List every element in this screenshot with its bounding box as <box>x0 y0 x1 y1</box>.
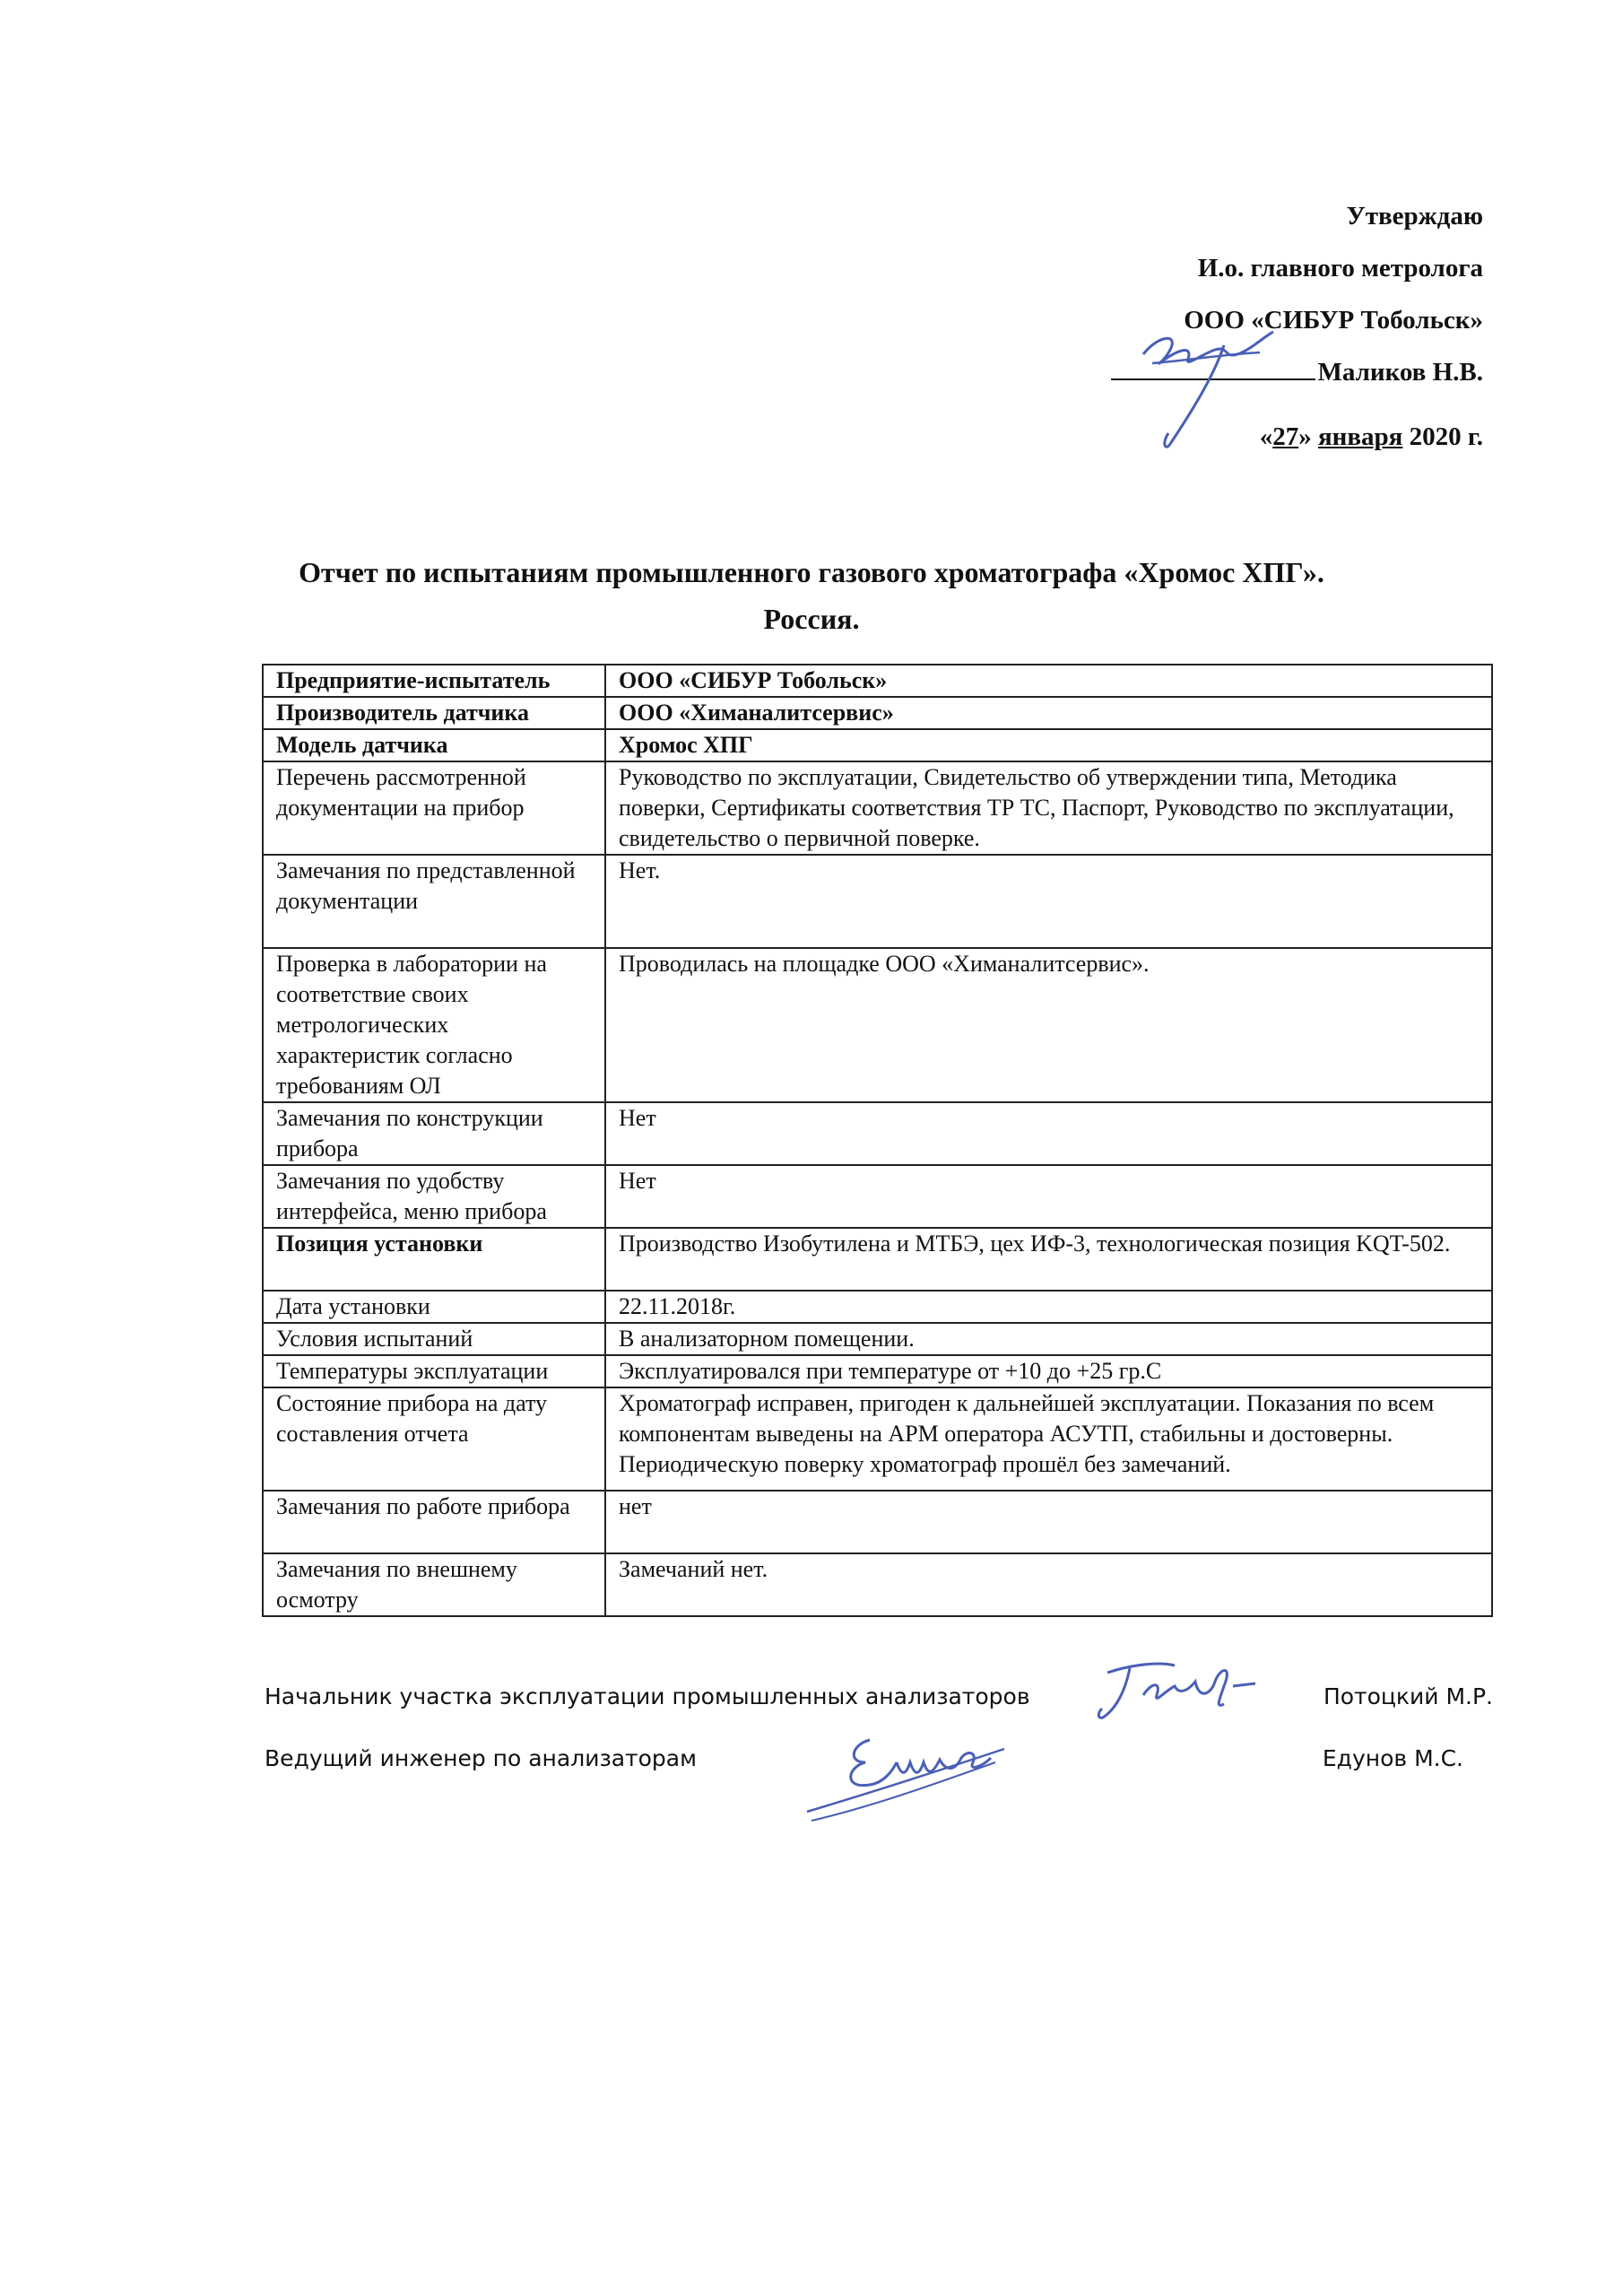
table-row <box>263 1165 1492 1228</box>
approval-heading: Утверждаю <box>1346 202 1483 230</box>
row-value: Нет. <box>605 855 1492 948</box>
row-value: В анализаторном помещении. <box>605 1323 1492 1355</box>
row-label: Дата установки <box>263 1291 605 1323</box>
report-title-line1: Отчет по испытаниям промышленного газового хроматографа «Хромос ХПГ». <box>299 556 1324 588</box>
row-label: Перечень рассмотренной документации на прибор <box>263 761 605 855</box>
footer-role-1: Начальник участка эксплуатации промышленных анализаторов <box>265 1683 1030 1709</box>
approval-organization: ООО «СИБУР Тобольск» <box>1184 306 1483 335</box>
row-value: Замечаний нет. <box>605 1553 1492 1616</box>
table-row <box>263 761 1492 855</box>
footer-role-2: Ведущий инженер по анализаторам <box>265 1745 697 1771</box>
table-row <box>263 697 1492 729</box>
row-value: Хроматограф исправен, пригоден к дальнейшей эксплуатации. Показания по всем компонентам выведены на АРМ оператора АСУТП, стабильны и достоверны. Периодическую поверку хроматограф прошёл без замечаний. <box>605 1387 1492 1491</box>
signatory-2-signature <box>798 1722 1013 1830</box>
row-value: Руководство по эксплуатации, Свидетельство об утверждении типа, Методика поверки, Сертификаты соответствия ТР ТС, Паспорт, Руководство по эксплуатации, свидетельство о первичной поверке. <box>605 761 1492 855</box>
signatory-1-signature <box>1089 1655 1260 1726</box>
table-row <box>263 1323 1492 1355</box>
row-label: Замечания по внешнему осмотру <box>263 1553 605 1616</box>
row-label: Модель датчика <box>263 729 605 761</box>
row-value: Нет <box>605 1102 1492 1165</box>
table-row <box>263 1291 1492 1323</box>
row-value: ООО «СИБУР Тобольск» <box>605 665 1492 697</box>
date-month: января <box>1317 422 1403 451</box>
footer-name-1: Потоцкий М.Р. <box>1323 1683 1493 1709</box>
row-label: Производитель датчика <box>263 697 605 729</box>
date-year: 2020 г. <box>1402 422 1483 451</box>
row-label: Замечания по работе прибора <box>263 1491 605 1553</box>
row-label: Состояние прибора на дату составления отчета <box>263 1387 605 1491</box>
row-label: Замечания по удобству интерфейса, меню прибора <box>263 1165 605 1228</box>
table-row <box>263 1355 1492 1387</box>
row-label: Проверка в лаборатории на соответствие своих метрологических характеристик согласно требованиям ОЛ <box>263 948 605 1102</box>
approval-signer-name: Маликов Н.В. <box>1317 358 1483 387</box>
footer-signatory-1 <box>265 1683 1493 1709</box>
row-label: Температуры эксплуатации <box>263 1355 605 1387</box>
row-value: 22.11.2018г. <box>605 1291 1492 1323</box>
row-label: Условия испытаний <box>263 1323 605 1355</box>
row-value: ООО «Химаналитсервис» <box>605 697 1492 729</box>
table-row <box>263 1228 1492 1291</box>
row-value: Эксплуатировался при температуре от +10 до +25 гр.С <box>605 1355 1492 1387</box>
approver-signature <box>1116 318 1287 453</box>
table-row <box>263 855 1492 948</box>
row-value: Проводилась на площадке ООО «Химаналитсервис». <box>605 948 1492 1102</box>
table-row <box>263 729 1492 761</box>
table-row <box>263 948 1492 1102</box>
row-value: Производство Изобутилена и МТБЭ, цех ИФ-3, технологическая позиция KQT-502. <box>605 1228 1492 1291</box>
approval-position: И.о. главного метролога <box>1197 254 1483 283</box>
row-value: Хромос ХПГ <box>605 729 1492 761</box>
row-label: Замечания по конструкции прибора <box>263 1102 605 1165</box>
table-row <box>263 1491 1492 1553</box>
report-title-line2: Россия. <box>763 603 860 635</box>
row-value: нет <box>605 1491 1492 1553</box>
footer-name-2: Едунов М.С. <box>1322 1745 1463 1771</box>
row-label: Предприятие-испытатель <box>263 665 605 697</box>
date-quote-close: » <box>1298 422 1318 451</box>
row-label: Замечания по представленной документации <box>263 855 605 948</box>
row-label: Позиция установки <box>263 1228 605 1291</box>
report-table <box>262 664 1493 1617</box>
date-quote-open: « <box>1259 422 1273 451</box>
table-row <box>263 1102 1492 1165</box>
report-title <box>0 549 1623 642</box>
date-day: 27 <box>1272 422 1299 451</box>
table-row <box>263 665 1492 697</box>
table-row <box>263 1387 1492 1491</box>
table-row <box>263 1553 1492 1616</box>
row-value: Нет <box>605 1165 1492 1228</box>
